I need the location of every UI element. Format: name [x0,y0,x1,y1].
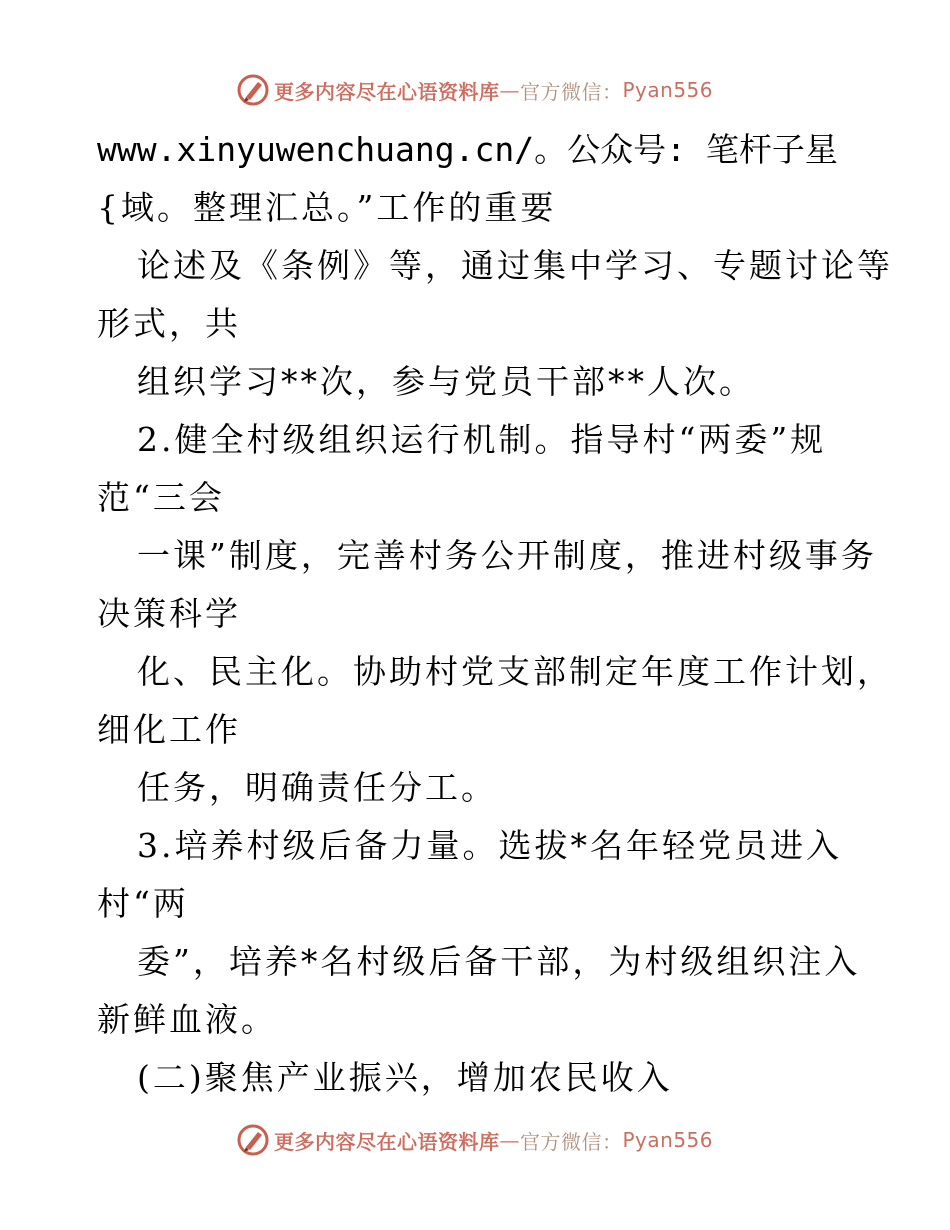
text-line-12: 任务，明确责任分工。 [137,768,497,807]
header-watermark [236,72,713,108]
pen-logo-icon [236,73,270,107]
text-line-16: 新鲜血液。 [97,1000,277,1039]
text-line-13: 3.培养村级后备力量。选拔*名年轻党员进入 [137,826,842,865]
text-line-4: 形式，共 [97,304,241,343]
watermark-wechat-id: Pyan556 [622,78,714,102]
text-line-15: 委”，培养*名村级后备干部，为村级组织注入 [137,942,861,981]
text-line-5: 组织学习**次，参与党员干部**人次。 [137,362,755,401]
text-line-7: 范“三会 [97,478,225,517]
footer-watermark [236,1122,713,1158]
text-line-11: 细化工作 [97,710,241,749]
text-line-1: www.xinyuwenchuang.cn/。公众号: 笔杆子星 [97,130,838,169]
watermark-main-text: 更多内容尽在心语资料库 [274,79,500,104]
text-line-2: {域。整理汇总。”工作的重要 [97,188,557,227]
watermark-dash: — [499,1128,520,1152]
watermark-dash: — [499,78,520,102]
text-line-3: 论述及《条例》等，通过集中学习、专题讨论等 [137,246,893,285]
watermark-wechat-id: Pyan556 [622,1128,714,1152]
watermark-sub-text: 官方微信： [520,1129,623,1154]
text-line-9: 决策科学 [97,594,241,633]
watermark-sub-text: 官方微信： [520,79,623,104]
text-line-6: 2.健全村级组织运行机制。指导村“两委”规 [137,420,827,459]
section-heading: (二)聚焦产业振兴，增加农民收入 [137,1058,673,1097]
text-line-14: 村“两 [97,884,189,923]
watermark-main-text: 更多内容尽在心语资料库 [274,1129,500,1154]
text-line-8: 一课”制度，完善村务公开制度，推进村级事务 [137,536,877,575]
pen-logo-icon [236,1123,270,1157]
text-line-10: 化、民主化。协助村党支部制定年度工作计划， [137,652,893,691]
